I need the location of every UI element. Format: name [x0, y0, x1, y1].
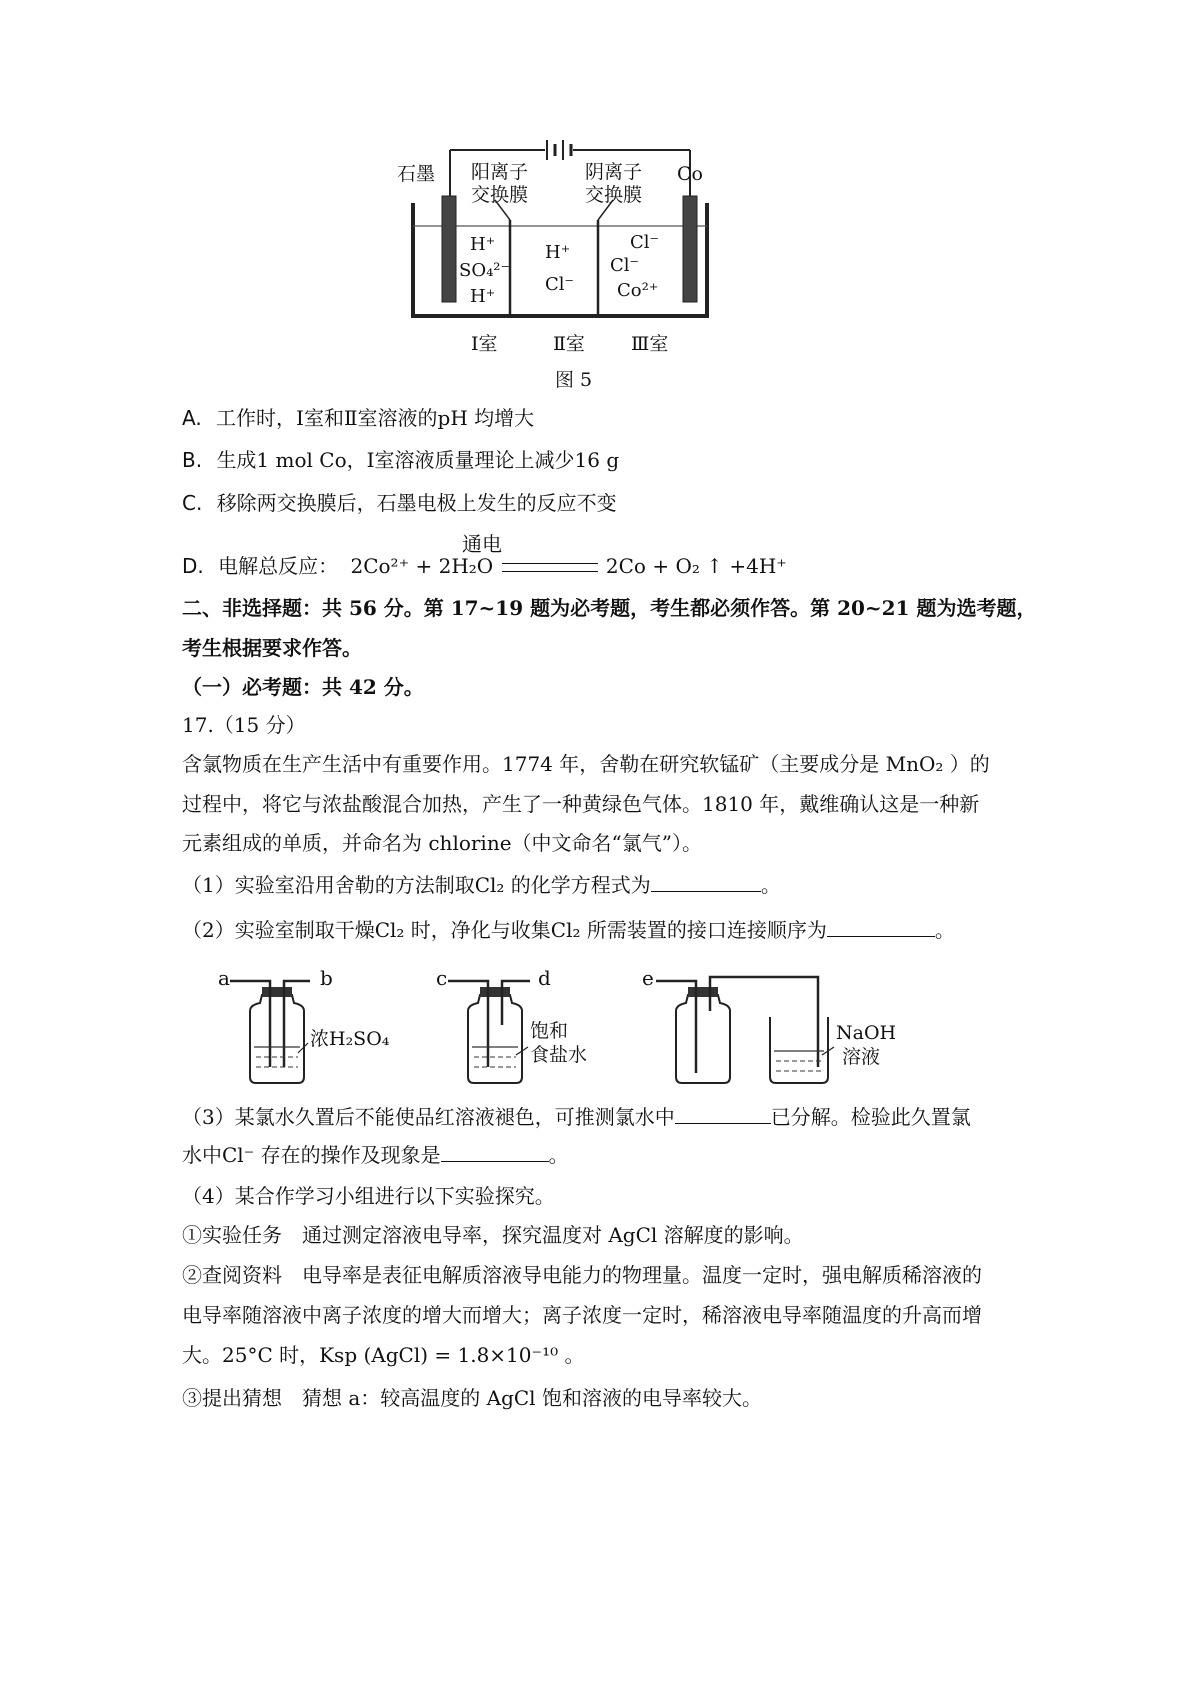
q17-part3-line1: [182, 1103, 971, 1131]
apparatus-letter-d: d: [538, 966, 551, 990]
anion-membrane-label-1: 阴离子: [585, 161, 643, 183]
option-a: [182, 404, 534, 432]
room1-ion-2: SO₄²⁻: [459, 260, 511, 281]
room-label-2: Ⅱ室: [553, 333, 585, 355]
section2-header-line1: 二、非选择题：共 56 分。第 17~19 题为必考题，考生都必须作答。第 20~21 题为选考题，: [182, 596, 1037, 620]
room3-ion-2: Cl⁻: [610, 255, 640, 276]
option-a-prefix: A.: [182, 406, 202, 430]
option-c-text: 移除两交换膜后，石墨电极上发生的反应不变: [216, 491, 617, 515]
equals-sign: [502, 563, 598, 572]
bottle-2: [436, 966, 587, 1083]
option-b: [182, 446, 619, 474]
q17-part1: [182, 871, 781, 899]
option-d-prefix: D.: [182, 554, 204, 578]
room3-ion-3: Co²⁺: [617, 280, 659, 301]
answer-blank-2[interactable]: [827, 916, 935, 937]
answer-blank-1[interactable]: [651, 871, 761, 892]
apparatus-diagram: [210, 955, 910, 1090]
option-c: [182, 489, 617, 517]
option-d: [182, 552, 787, 580]
bottle-3: [642, 966, 818, 1083]
option-a-text: 工作时，Ⅰ室和Ⅱ室溶液的pH 均增大: [216, 406, 535, 430]
q17-part3-end: 。: [548, 1143, 569, 1167]
q17-data-line1: ②查阅资料 电导率是表征电解质溶液导电能力的物理量。温度一定时，强电解质稀溶液的: [182, 1263, 982, 1287]
co-electrode-label: Co: [677, 163, 703, 185]
q17-part1-text: （1）实验室沿用舍勒的方法制取Cl₂ 的化学方程式为: [182, 873, 651, 897]
room1-ion-1: H⁺: [470, 234, 496, 255]
q17-part3-line2: [182, 1141, 569, 1169]
cation-membrane-label-2: 交换膜: [471, 184, 529, 206]
bottle2-label-2: 食盐水: [530, 1044, 588, 1066]
q17-part3-text3: 水中Cl⁻ 存在的操作及现象是: [182, 1143, 441, 1167]
anion-membrane-label-2: 交换膜: [585, 184, 643, 206]
room1-ion-3: H⁺: [470, 286, 496, 307]
option-d-equation-right: 2Co + O₂ ↑ +4H⁺: [605, 554, 787, 578]
apparatus-letter-e: e: [642, 966, 654, 990]
q17-number: 17.（15 分）: [182, 713, 306, 737]
apparatus-letter-b: b: [320, 966, 333, 990]
option-b-prefix: B.: [182, 448, 203, 472]
electrolysis-diagram: [395, 128, 725, 394]
q17-intro-line1: 含氯物质在生产生活中有重要作用。1774 年，舍勒在研究软锰矿（主要成分是 MnO₂ ）的: [182, 752, 990, 776]
bottle1-label: 浓H₂SO₄: [310, 1028, 390, 1050]
q17-data-line2: 电导率随溶液中离子浓度的增大而增大；离子浓度一定时，稀溶液电导率随温度的升高而增: [182, 1303, 982, 1327]
option-b-text: 生成1 mol Co，Ⅰ室溶液质量理论上减少16 g: [216, 448, 620, 472]
figure-apparatus: [210, 955, 910, 1090]
q17-part2-text: （2）实验室制取干燥Cl₂ 时，净化与收集Cl₂ 所需装置的接口连接顺序为: [182, 918, 827, 942]
bottle2-label-1: 饱和: [530, 1020, 569, 1042]
q17-part1-end: 。: [760, 873, 781, 897]
section2-header-line2: 考生根据要求作答。: [182, 636, 362, 660]
beaker: [770, 1017, 896, 1083]
q17-intro-line2: 过程中，将它与浓盐酸混合加热，产生了一种黄绿色气体。1810 年，戴维确认这是一种新: [182, 792, 980, 816]
figure-caption: 图 5: [555, 369, 593, 391]
option-d-label: 电解总反应：: [218, 554, 339, 578]
room-label-3: Ⅲ室: [631, 333, 669, 355]
figure-electrolysis-cell: [395, 128, 725, 394]
q17-hypothesis: ③提出猜想 猜想 a：较高温度的 AgCl 饱和溶液的电导率较大。: [182, 1386, 762, 1410]
q17-part3-text1: （3）某氯水久置后不能使品红溶液褪色，可推测氯水中: [182, 1105, 675, 1129]
q17-data-line3: 大。25°C 时，Ksp (AgCl) = 1.8×10⁻¹⁰ 。: [182, 1343, 585, 1367]
beaker-label-2: 溶液: [842, 1046, 881, 1068]
graphite-label: 石墨: [397, 163, 436, 185]
q17-part3-text2: 已分解。检验此久置氯: [770, 1105, 971, 1129]
room-label-1: Ⅰ室: [471, 333, 498, 355]
room2-ion-2: Cl⁻: [545, 274, 575, 295]
answer-blank-4[interactable]: [441, 1141, 549, 1162]
q17-part4: （4）某合作学习小组进行以下实验探究。: [182, 1184, 555, 1208]
beaker-label-1: NaOH: [836, 1022, 897, 1044]
option-d-equation-left: 2Co²⁺ + 2H₂O: [350, 554, 494, 578]
q17-part2: [182, 916, 955, 944]
q17-intro-line3: 元素组成的单质，并命名为 chlorine（中文命名“氯气”）。: [182, 831, 702, 855]
apparatus-letter-c: c: [436, 966, 448, 990]
room2-ion-1: H⁺: [545, 242, 571, 263]
q17-task: ①实验任务 通过测定溶液电导率，探究温度对 AgCl 溶解度的影响。: [182, 1223, 804, 1247]
apparatus-letter-a: a: [218, 966, 230, 990]
bottle-1: [218, 966, 390, 1083]
section2-subheader: （一）必考题：共 42 分。: [182, 675, 424, 699]
room3-ion-1: Cl⁻: [630, 232, 660, 253]
option-c-prefix: C.: [182, 491, 203, 515]
q17-part2-end: 。: [934, 918, 955, 942]
answer-blank-3[interactable]: [675, 1103, 771, 1124]
option-d-condition: 通电: [462, 532, 502, 556]
cation-membrane-label-1: 阳离子: [471, 161, 529, 183]
